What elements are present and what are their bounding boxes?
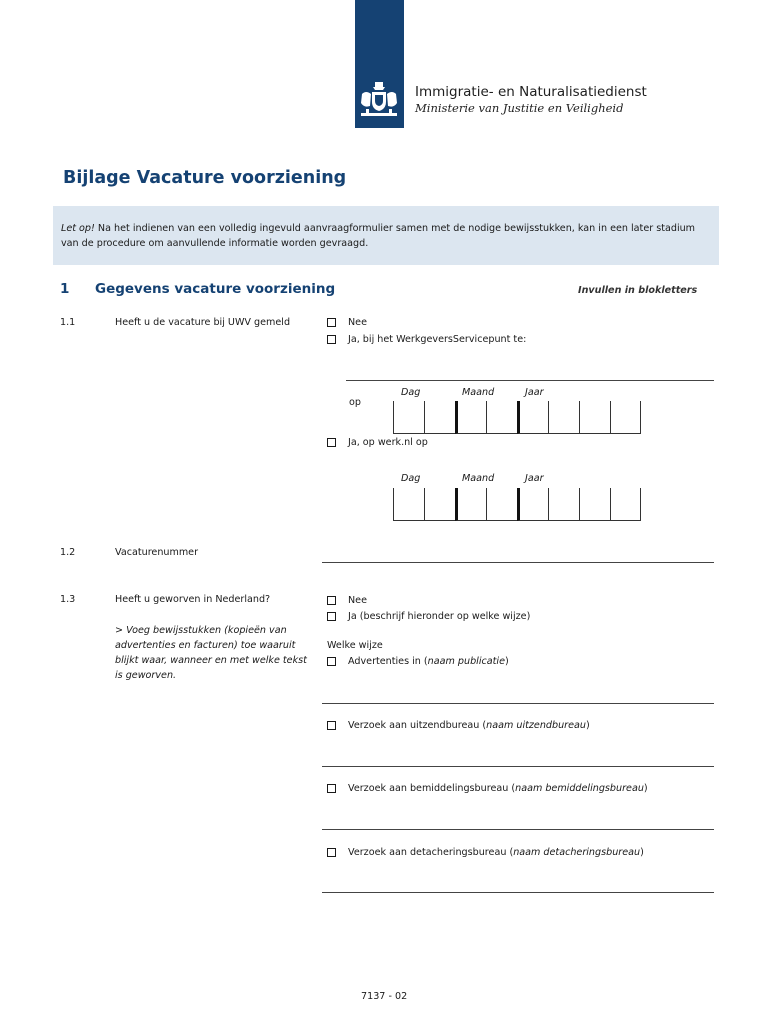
option-nee[interactable]: [327, 595, 367, 606]
bemiddelingsbureau-input-line[interactable]: [322, 829, 714, 830]
detacheringsbureau-input-line[interactable]: [322, 892, 714, 893]
section-title: Gegevens vacature voorziening: [95, 281, 336, 297]
page-title: Bijlage Vacature voorziening: [63, 168, 347, 188]
notice-emphasis: Let op!: [61, 223, 95, 234]
date-label-year: Jaar: [525, 473, 544, 484]
option-detacheringsbureau[interactable]: [327, 847, 644, 858]
vacancy-number-input-line[interactable]: [322, 562, 714, 563]
question-note: > Voeg bewijsstukken (kopieën van advertenties en facturen) toe waaruit blijkt waar, wanneer en met welke tekst is geworven.: [115, 625, 307, 681]
section-number: 1: [60, 281, 70, 297]
date-input-grid-2[interactable]: [393, 488, 641, 521]
date-cell[interactable]: [486, 488, 517, 521]
date-label-day: Dag: [401, 473, 421, 484]
date-cell[interactable]: [579, 401, 610, 434]
option-label: Verzoek aan uitzendbureau (naam uitzendbureau): [348, 720, 590, 731]
question-text: Heeft u de vacature bij UWV gemeld: [115, 317, 291, 328]
date-cell[interactable]: [517, 401, 548, 434]
date-cell[interactable]: [610, 401, 641, 434]
option-bemiddelingsbureau[interactable]: [327, 783, 648, 794]
date-input-grid-1[interactable]: [393, 401, 641, 434]
how-label: Welke wijze: [327, 640, 383, 651]
checkbox[interactable]: [327, 784, 336, 793]
option-nee[interactable]: [327, 317, 367, 328]
question-number: 1.3: [60, 594, 76, 605]
date-cell[interactable]: [486, 401, 517, 434]
option-ja-beschrijf[interactable]: [327, 611, 530, 622]
checkbox[interactable]: [327, 335, 336, 344]
question-number: 1.1: [60, 317, 76, 328]
section-hint: Invullen in blokletters: [578, 285, 698, 296]
checkbox[interactable]: [327, 612, 336, 621]
option-ja-werk-nl[interactable]: [327, 437, 428, 448]
option-ja-werkgeversservicepunt[interactable]: [327, 334, 526, 345]
date-cell[interactable]: [393, 401, 424, 434]
ministry-name: Ministerie van Justitie en Veiligheid: [415, 101, 624, 115]
op-label: op: [349, 397, 361, 408]
date-label-month: Maand: [462, 473, 495, 484]
option-uitzendbureau[interactable]: [327, 720, 590, 731]
coat-of-arms-icon: [358, 80, 400, 120]
date-cell[interactable]: [548, 488, 579, 521]
date-cell[interactable]: [610, 488, 641, 521]
checkbox[interactable]: [327, 657, 336, 666]
checkbox[interactable]: [327, 848, 336, 857]
uitzendbureau-input-line[interactable]: [322, 766, 714, 767]
option-label: Ja, op werk.nl op: [348, 437, 428, 448]
option-advertenties[interactable]: [327, 656, 509, 667]
form-code: 7137 - 02: [361, 991, 408, 1002]
date-label-year: Jaar: [525, 387, 544, 398]
option-label: Nee: [348, 595, 367, 606]
date-cell[interactable]: [424, 488, 455, 521]
checkbox[interactable]: [327, 318, 336, 327]
date-cell[interactable]: [548, 401, 579, 434]
question-text: Vacaturenummer: [115, 547, 199, 558]
date-label-day: Dag: [401, 387, 421, 398]
notice-text: Na het indienen van een volledig ingevuld aanvraagformulier samen met de nodige bewijsstukken, kan in een later stadium van de procedure om aanvullende informatie worden gevraagd.: [61, 223, 696, 249]
checkbox[interactable]: [327, 596, 336, 605]
question-text: Heeft u geworven in Nederland?: [115, 594, 271, 605]
date-cell[interactable]: [393, 488, 424, 521]
option-label: Nee: [348, 317, 367, 328]
notice-box: [53, 206, 719, 265]
date-cell[interactable]: [455, 488, 486, 521]
question-number: 1.2: [60, 547, 76, 558]
option-label: Verzoek aan detacheringsbureau (naam detacheringsbureau): [348, 847, 644, 858]
date-cell[interactable]: [579, 488, 610, 521]
option-label: Ja, bij het WerkgeversServicepunt te:: [348, 334, 527, 345]
option-label: Ja (beschrijf hieronder op welke wijze): [348, 611, 531, 622]
publication-input-line[interactable]: [322, 703, 714, 704]
date-cell[interactable]: [517, 488, 548, 521]
location-input-line[interactable]: [346, 380, 714, 381]
checkbox[interactable]: [327, 438, 336, 447]
option-label: Advertenties in (naam publicatie): [348, 656, 509, 667]
date-cell[interactable]: [424, 401, 455, 434]
organization-name: Immigratie- en Naturalisatiedienst: [415, 84, 647, 100]
date-label-month: Maand: [462, 387, 495, 398]
option-label: Verzoek aan bemiddelingsbureau (naam bemiddelingsbureau): [348, 783, 648, 794]
date-cell[interactable]: [455, 401, 486, 434]
checkbox[interactable]: [327, 721, 336, 730]
